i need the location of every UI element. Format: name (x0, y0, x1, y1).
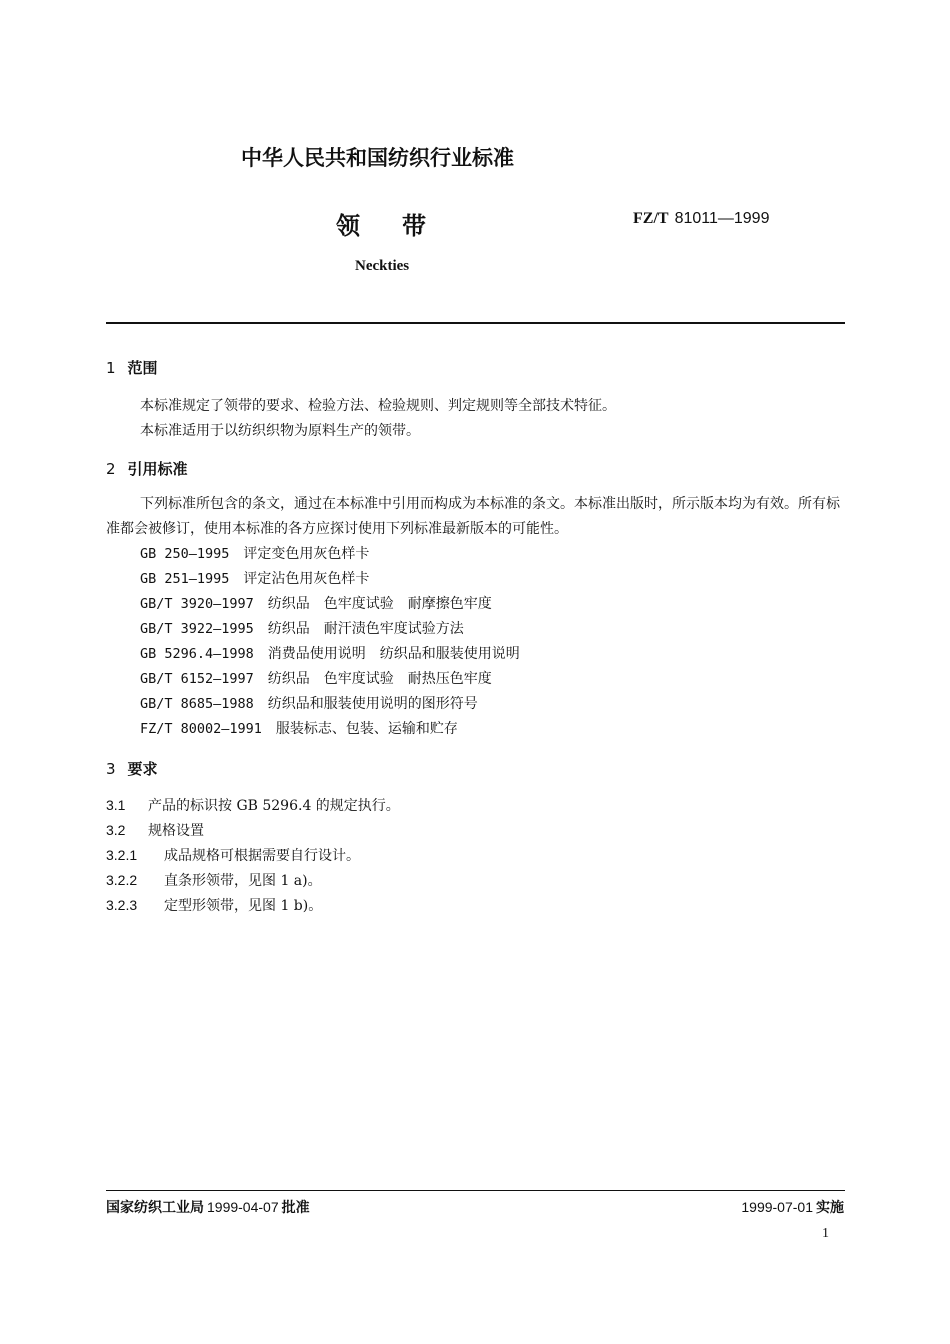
english-title: Neckties (355, 258, 410, 274)
standard-number-block (633, 208, 769, 228)
reference-item: GB/T 3922—1995 纺织品 耐汗渍色牢度试验方法 (140, 621, 464, 637)
footer-divider (106, 1190, 845, 1191)
reference-item: GB 250—1995 评定变色用灰色样卡 (140, 546, 370, 562)
section-1-paragraph: 本标准适用于以纺织织物为原料生产的领带。 (140, 423, 420, 439)
requirement-item: 3.2.3 定型形领带，见图 1 b)。 (106, 897, 323, 914)
header-divider (106, 322, 845, 324)
approval-line: 国家纺织工业局 1999-04-07 批准 (106, 1199, 310, 1216)
reference-item: FZ/T 80002—1991 服装标志、包装、运输和贮存 (140, 721, 458, 737)
requirement-item: 3.2.2 直条形领带，见图 1 a)。 (106, 872, 322, 889)
reference-item: GB/T 3920—1997 纺织品 色牢度试验 耐摩擦色牢度 (140, 596, 492, 612)
effective-line: 1999-07-01 实施 (741, 1199, 844, 1216)
requirement-item: 3.2.1 成品规格可根据需要自行设计。 (106, 847, 360, 864)
standard-prefix: FZ/T (633, 210, 669, 227)
requirement-item: 3.2 规格设置 (106, 822, 204, 839)
reference-item: GB 5296.4—1998 消费品使用说明 纺织品和服装使用说明 (140, 646, 520, 662)
document-title: 领带 (336, 212, 468, 240)
page-number: 1 (822, 1226, 829, 1241)
section-2-intro: 下列标准所包含的条文，通过在本标准中引用而构成为本标准的条文。本标准出版时，所示版本均为有效。所有标准都会被修订，使用本标准的各方应探讨使用下列标准最新版本的可能性。 (106, 496, 840, 537)
section-1-paragraph: 本标准规定了领带的要求、检验方法、检验规则、判定规则等全部技术特征。 (140, 398, 616, 414)
reference-item: GB/T 6152—1997 纺织品 色牢度试验 耐热压色牢度 (140, 671, 492, 687)
section-3-heading: 3 要求 (106, 760, 158, 778)
reference-item: GB 251—1995 评定沾色用灰色样卡 (140, 571, 370, 587)
section-2-heading: 2 引用标准 (106, 460, 188, 478)
requirement-item: 3.1 产品的标识按 GB 5296.4 的规定执行。 (106, 797, 400, 814)
reference-item: GB/T 8685—1988 纺织品和服装使用说明的图形符号 (140, 696, 478, 712)
section-1-heading: 1 范围 (106, 359, 158, 377)
standard-number: 81011—1999 (674, 210, 770, 227)
standard-category: 中华人民共和国纺织行业标准 (241, 146, 514, 170)
